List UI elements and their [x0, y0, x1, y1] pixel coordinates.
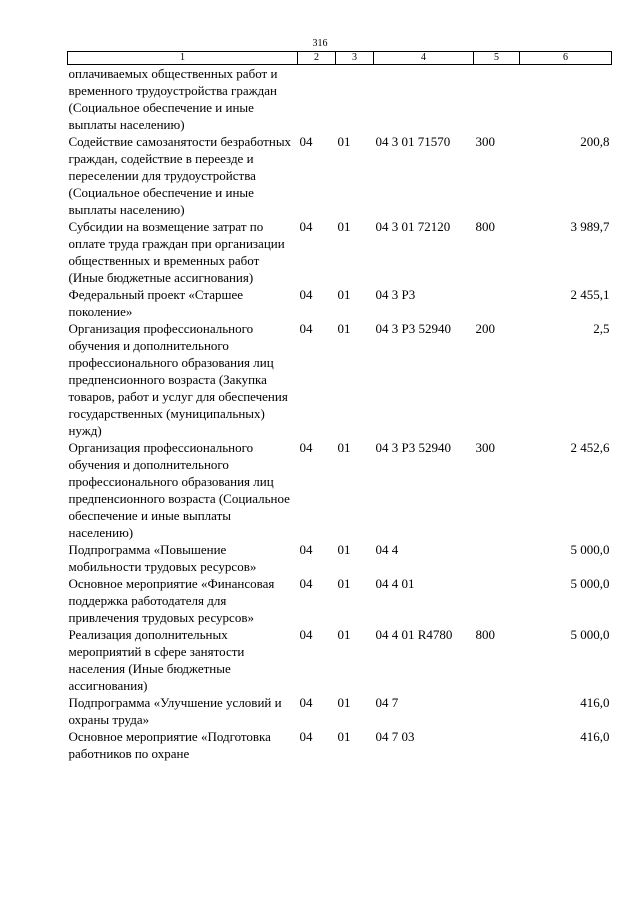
table-row	[68, 286, 612, 320]
cell-target: 04 4 01	[375, 576, 415, 591]
cell-subsection: 01	[337, 219, 351, 234]
cell-section: 04	[299, 440, 313, 455]
cell-type	[474, 65, 520, 134]
header-col-1: 1	[68, 52, 298, 65]
cell-section: 04	[299, 219, 313, 234]
table-row	[68, 439, 612, 541]
cell-target: 04 4 01 R4780	[375, 627, 453, 642]
cell-section: 04	[299, 729, 313, 744]
cell-type	[474, 541, 520, 575]
cell-name: Федеральный проект «Старшее поколение»	[68, 287, 244, 319]
cell-subsection	[336, 65, 374, 134]
cell-amount	[520, 65, 612, 134]
cell-name: Реализация дополнительных мероприятий в сфере занятости населения (Иные бюджетные ассигнования)	[68, 627, 245, 693]
cell-section: 04	[299, 695, 313, 710]
cell-name: Подпрограмма «Улучшение условий и охраны труда»	[68, 695, 282, 727]
cell-target: 04 3 P3	[375, 287, 416, 302]
cell-subsection: 01	[337, 542, 351, 557]
budget-table	[67, 51, 612, 762]
cell-section: 04	[299, 287, 313, 302]
header-col-3: 3	[336, 52, 374, 65]
cell-name: Субсидии на возмещение затрат по оплате труда граждан при организации общественных и временных работ (Иные бюджетные ассигнования)	[68, 219, 285, 285]
table-row	[68, 541, 612, 575]
cell-target: 04 4	[375, 542, 399, 557]
page-number: 316	[312, 38, 328, 49]
cell-name: Содействие самозанятости безработных граждан, содействие в переезде и переселении для трудоустройства (Социальное обеспечение и иные выплаты населению)	[68, 134, 292, 217]
cell-target: 04 3 01 72120	[375, 219, 451, 234]
cell-name: Подпрограмма «Повышение мобильности трудовых ресурсов»	[68, 542, 257, 574]
table-row	[68, 694, 612, 728]
cell-type: 300	[475, 134, 495, 149]
cell-type: 800	[475, 219, 495, 234]
cell-subsection: 01	[337, 134, 351, 149]
cell-subsection: 01	[337, 321, 351, 336]
header-col-5: 5	[474, 52, 520, 65]
cell-type: 800	[475, 627, 495, 642]
cell-subsection: 01	[337, 576, 351, 591]
cell-target: 04 3 P3 52940	[375, 440, 451, 455]
cell-section: 04	[299, 542, 313, 557]
header-col-2: 2	[298, 52, 336, 65]
cell-section: 04	[299, 321, 313, 336]
cell-section: 04	[299, 576, 313, 591]
cell-name: Основное мероприятие «Финансовая поддержка работодателя для привлечения трудовых ресурсов»	[68, 576, 275, 625]
table-row	[68, 133, 612, 218]
cell-amount: 416,0	[580, 695, 610, 710]
cell-type: 300	[475, 440, 495, 455]
cell-subsection: 01	[337, 729, 351, 744]
cell-subsection: 01	[337, 627, 351, 642]
cell-target: 04 3 01 71570	[375, 134, 451, 149]
cell-type: 200	[475, 321, 495, 336]
cell-section: 04	[299, 627, 313, 642]
cell-name: Основное мероприятие «Подготовка работников по охране	[68, 729, 271, 761]
table-header	[68, 52, 612, 65]
cell-subsection: 01	[337, 440, 351, 455]
cell-section	[298, 65, 336, 134]
cell-name: Организация профессионального обучения и дополнительного профессионального образования лиц предпенсионного возраста (Закупка товаров, работ и услуг для обеспечения государственных (муниципальных) нужд)	[68, 321, 288, 438]
cell-type	[474, 728, 520, 762]
table-body	[68, 65, 612, 763]
cell-amount: 5 000,0	[570, 627, 610, 642]
cell-type	[474, 575, 520, 626]
cell-amount: 416,0	[580, 729, 610, 744]
cell-amount: 5 000,0	[570, 542, 610, 557]
cell-section: 04	[299, 134, 313, 149]
header-col-4: 4	[374, 52, 474, 65]
cell-amount: 2,5	[593, 321, 610, 336]
cell-type	[474, 286, 520, 320]
cell-name: оплачиваемых общественных работ и временного трудоустройства граждан (Социальное обеспечение и иные выплаты населению)	[68, 66, 278, 132]
table-row	[68, 320, 612, 439]
table-row	[68, 575, 612, 626]
cell-amount: 5 000,0	[570, 576, 610, 591]
cell-subsection: 01	[337, 695, 351, 710]
cell-amount: 2 455,1	[570, 287, 610, 302]
table-row	[68, 218, 612, 286]
table-row	[68, 626, 612, 694]
cell-amount: 200,8	[580, 134, 610, 149]
cell-subsection: 01	[337, 287, 351, 302]
header-col-6: 6	[520, 52, 612, 65]
table-row	[68, 728, 612, 762]
cell-target	[374, 65, 474, 134]
cell-type	[474, 694, 520, 728]
cell-amount: 2 452,6	[570, 440, 610, 455]
cell-target: 04 7	[375, 695, 399, 710]
table-row	[68, 65, 612, 134]
cell-target: 04 7 03	[375, 729, 415, 744]
cell-target: 04 3 P3 52940	[375, 321, 451, 336]
cell-amount: 3 989,7	[570, 219, 610, 234]
cell-name: Организация профессионального обучения и дополнительного профессионального образования лиц предпенсионного возраста (Социальное обеспечение и иные выплаты населению)	[68, 440, 290, 540]
